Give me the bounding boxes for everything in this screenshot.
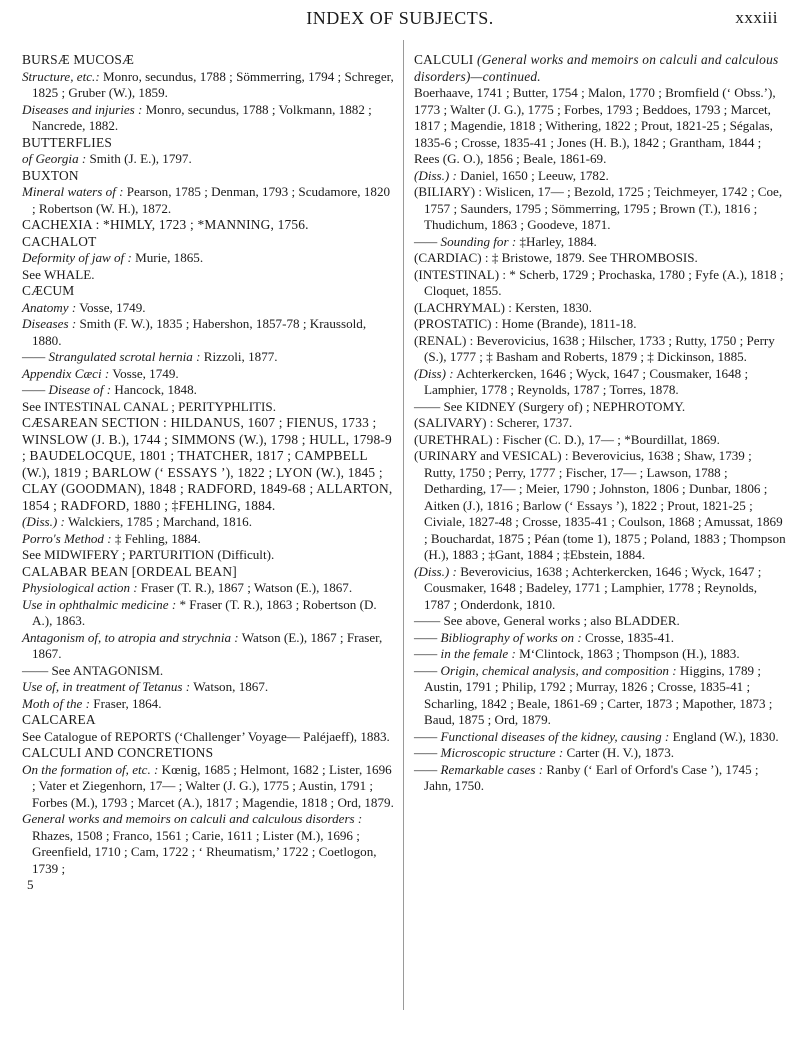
subentry-references: See MIDWIFERY ; PARTURITION (Difficult). [22, 547, 275, 562]
index-subentry [414, 333, 786, 366]
subentry-references: Carter (H. V.), 1873. [563, 745, 675, 760]
subentry-topic: —— Bibliography of works on : [414, 629, 582, 645]
subentry-references: Beverovicius, 1638 ; Achterkercken, 1646 ; Wyck, 1647 ; Cousmaker, 1648 ; Badeley, 1771 ; Lamphier, 1778 ; Reynolds, 1787 ; Onderdonk, 1810. [424, 563, 762, 612]
subentry-topic: —— Microscopic structure : [414, 745, 564, 760]
index-subentry [414, 250, 786, 267]
subentry-topic: General works and memoirs on calculi and calculous disorders : [22, 811, 363, 826]
index-subentry [22, 349, 396, 366]
subentry-references: Fraser, 1864. [90, 695, 162, 711]
index-subentry [22, 382, 396, 399]
index-subentry [414, 85, 786, 168]
index-heading [22, 283, 396, 300]
index-subentry [22, 514, 396, 531]
index-heading [22, 52, 396, 69]
index-subentry [22, 102, 396, 135]
subentry-topic: —— Strangulated scrotal hernia : [22, 349, 201, 364]
index-subentry [22, 679, 396, 696]
subentry-references: * Fraser (T. R.), 1863 ; Robertson (D. A.), 1863. [32, 596, 377, 628]
index-subentry [22, 399, 396, 416]
subentry-references: Higgins, 1789 ; Austin, 1791 ; Philip, 1792 ; Murray, 1826 ; Crosse, 1835-41 ; Scharling, 1842 ; Beale, 1861-69 ; Carter, 1873 ; Mapother, 1873 ; Baud, 1875 ; Ord, 1879. [424, 662, 773, 727]
right-column [414, 52, 786, 1037]
index-subentry [22, 366, 396, 383]
running-head [0, 4, 800, 34]
heading-text: BUXTON [22, 167, 79, 183]
subentry-references: Murie, 1865. [131, 250, 204, 265]
index-subentry [22, 184, 396, 217]
heading-text: CALCAREA [22, 712, 96, 727]
index-heading [22, 712, 396, 729]
subentry-references: Daniel, 1650 ; Leeuw, 1782. [456, 167, 609, 183]
subentry-references: ‡ Fehling, 1884. [111, 530, 201, 546]
subentry-references: Watson (E.), 1867 ; Fraser, 1867. [32, 629, 383, 661]
subentry-references: Monro, secundus, 1788 ; Sömmerring, 1794 ; Schreger, 1825 ; Gruber (W.), 1859. [32, 68, 394, 100]
subentry-references: —— See ANTAGONISM. [22, 662, 164, 678]
index-subentry [414, 745, 786, 762]
subentry-references: Smith (F. W.), 1835 ; Habershon, 1857-78 ; Kraussold, 1880. [32, 316, 367, 348]
subentry-references: —— See KIDNEY (Surgery of) ; NEPHROTOMY. [414, 398, 686, 414]
subentry-references: Kœnig, 1685 ; Helmont, 1682 ; Lister, 1696 ; Vater et Ziegenhorn, 17— ; Walter (J. G.), 1775 ; Austin, 1791 ; Forbes (M.), 1793 ; Marcet (A.), 1817 ; Magendie, 1818 ; Ord, 1879. [32, 761, 394, 810]
subentry-references: (URETHRAL) : Fischer (C. D.), 17— ; *Bourdillat, 1869. [414, 431, 720, 447]
subentry-topic: (Diss.) : [414, 167, 457, 183]
index-subentry [22, 300, 396, 317]
page-title: INDEX OF SUBJECTS. [306, 8, 494, 28]
subentry-topic: —— Remarkable cases : [414, 761, 544, 777]
index-subentry [414, 316, 786, 333]
heading-text: CALCULI AND CONCRETIONS [22, 745, 214, 760]
subentry-topic: (Diss) : [414, 365, 454, 381]
subentry-topic: Moth of the : [22, 695, 91, 711]
subentry-references: See Catalogue of REPORTS (‘Challenger’ Voyage— Paléjaeff), 1883. [22, 728, 390, 744]
subentry-references: (URINARY and VESICAL) : Beverovicius, 1638 ; Shaw, 1739 ; Rutty, 1750 ; Perry, 1777 ; Fischer, 17— ; Lawson, 1788 ; Detharding, 17— ; Meier, 1790 ; Johnston, 1806 ; Dunbar, 1806 ; Aitken (J.), 1816 ; Barlow (‘ Essays ’), 1822 ; Prout, 1821-25 ; Civiale, 1827-48 ; Crosse, 1835-41 ; Coulson, 1868 ; Amussat, 1869 ; Bouchardat, 1875 ; Péan (tome 1), 1875 ; Poland, 1883 ; Thompson (H.), 1883 ; ‡Gant, 1884 ; ‡Ebstein, 1884. [414, 448, 786, 562]
subentry-references: (LACHRYMAL) : Kersten, 1830. [414, 299, 592, 315]
subentry-references: Pearson, 1785 ; Denman, 1793 ; Scudamore, 1820 ; Robertson (W. H.), 1872. [32, 184, 391, 216]
subentry-topic: Mineral waters of : [22, 184, 124, 199]
heading-text: CÆSAREAN SECTION : HILDANUS, 1607 ; FIENUS, 1733 ; WINSLOW (J. B.), 1744 ; SIMMONS (W.), 1798 ; HULL, 1798-9 ; BAUDELOCQUE, 1801 ; THATCHER, 1817 ; CAMPBELL (W.), 1819 ; BARLOW (‘ ESSAYS ’), 1822 ; LYON (W.), 1845 ; CLAY (GOODMAN), 1848 ; RADFORD, 1849-68 ; ALLARTON, 1854 ; RADFORD, 1880 ; ‡FEHLING, 1884. [22, 415, 393, 513]
subentry-references: England (W.), 1830. [669, 728, 779, 744]
column-divider [403, 40, 404, 1010]
subentry-topic: Anatomy : [22, 299, 77, 315]
subentry-topic: —— Origin, chemical analysis, and composition : [414, 662, 677, 678]
subentry-references: Boerhaave, 1741 ; Butter, 1754 ; Malon, 1770 ; Bromfield (‘ Obss.’), 1773 ; Walter (J. G.), 1775 ; Forbes, 1793 ; Beddoes, 1793 ; Marcet, 1817 ; Magendie, 1818 ; Withering, 1822 ; Prout, 1821-25 ; Ségalas, 1835-6 ; Crosse, 1835-41 ; Jones (H. B.), 1842 ; Grantham, 1844 ; Rees (G. O.), 1856 ; Beale, 1861-69. [414, 85, 776, 166]
index-heading [22, 745, 396, 762]
subentry-references: ‡Harley, 1884. [516, 233, 597, 249]
index-subentry [22, 151, 396, 168]
index-subentry [414, 415, 786, 432]
index-subentry [414, 564, 786, 614]
index-subentry [22, 630, 396, 663]
subentry-references: Achterkercken, 1646 ; Wyck, 1647 ; Cousmaker, 1648 ; Lamphier, 1778 ; Reynolds, 1787 ; Torres, 1878. [424, 365, 749, 397]
subentry-topic: Structure, etc.: [22, 68, 100, 84]
subentry-topic: Diseases : [22, 316, 77, 331]
index-heading [22, 135, 396, 152]
index-subentry [22, 811, 396, 877]
index-subentry [414, 613, 786, 630]
subentry-references: Rizzoli, 1877. [200, 349, 278, 364]
subentry-references: Watson, 1867. [190, 679, 269, 694]
left-column [22, 52, 396, 1037]
index-subentry [22, 696, 396, 713]
subentry-references: Hancock, 1848. [111, 382, 197, 397]
subentry-topic: Deformity of jaw of : [22, 250, 132, 265]
index-subentry [22, 531, 396, 548]
subentry-topic: (Diss.) : [414, 563, 457, 579]
subentry-topic: On the formation of, etc. : [22, 761, 159, 777]
index-subentry [22, 580, 396, 597]
subentry-references: (INTESTINAL) : * Scherb, 1729 ; Prochaska, 1780 ; Fyfe (A.), 1818 ; Cloquet, 1855. [414, 266, 784, 298]
subentry-topic: —— in the female : [414, 646, 516, 661]
subentry-references: M‘Clintock, 1863 ; Thompson (H.), 1883. [515, 646, 740, 661]
subentry-topic: Use of, in treatment of Tetanus : [22, 679, 191, 694]
subentry-topic: Physiological action : [22, 580, 138, 595]
index-subentry [414, 168, 786, 185]
subentry-references: See INTESTINAL CANAL ; PERITYPHLITIS. [22, 398, 276, 414]
subentry-topic: —— Functional diseases of the kidney, causing : [414, 728, 670, 744]
index-subentry [414, 762, 786, 795]
subentry-references: (PROSTATIC) : Home (Brande), 1811-18. [414, 316, 637, 331]
index-subentry [414, 646, 786, 663]
index-heading [22, 564, 396, 581]
index-subentry [22, 250, 396, 267]
subentry-topic: Diseases and injuries : [22, 101, 143, 117]
heading-text: BURSÆ MUCOSÆ [22, 52, 135, 67]
subentry-references: —— See above, General works ; also BLADDER. [414, 613, 680, 628]
index-subentry [22, 729, 396, 746]
subentry-topic: Appendix Cæci : [22, 365, 110, 381]
index-heading [22, 234, 396, 251]
subentry-references: Walckiers, 1785 ; Marchand, 1816. [64, 514, 252, 529]
index-subentry [414, 432, 786, 449]
subentry-topic: —— Disease of : [22, 382, 112, 397]
signature-mark: 5 [27, 877, 34, 892]
heading-text: CALCULI [414, 52, 474, 67]
index-subentry [414, 729, 786, 746]
subentry-topic: (Diss.) : [22, 514, 65, 529]
subentry-references: Vosse, 1749. [76, 299, 146, 315]
index-subentry [414, 366, 786, 399]
index-subentry [414, 234, 786, 251]
index-subentry [22, 547, 396, 564]
index-subentry [22, 597, 396, 630]
subentry-references: Ranby (‘ Earl of Orford's Case ’), 1745 ; Jahn, 1750. [424, 761, 759, 793]
subentry-references: Smith (J. E.), 1797. [86, 151, 192, 166]
heading-text: CACHALOT [22, 233, 97, 249]
subentry-references: (SALIVARY) : Scherer, 1737. [414, 415, 573, 430]
index-heading [22, 168, 396, 185]
index-subentry [414, 630, 786, 647]
heading-text: BUTTERFLIES [22, 134, 112, 150]
subentry-references: Rhazes, 1508 ; Franco, 1561 ; Carie, 1611 ; Lister (M.), 1696 ; Greenfield, 1710 ; Cam, 1722 ; ‘ Rheumatism,’ 1722 ; Coetlogon, 1739 ; [32, 827, 377, 876]
subentry-topic: Porro's Method : [22, 530, 112, 546]
index-subentry [22, 316, 396, 349]
index-subentry [22, 69, 396, 102]
index-heading [22, 415, 396, 514]
index-heading [414, 52, 786, 85]
heading-subtitle: (General works and memoirs on calculi and calculous disorders)—continued. [414, 52, 779, 84]
index-subentry [414, 448, 786, 564]
subentry-references: (RENAL) : Beverovicius, 1638 ; Hilscher, 1733 ; Rutty, 1750 ; Perry (S.), 1777 ; ‡ Basham and Roberts, 1879 ; ‡ Dickinson, 1885. [414, 332, 775, 364]
index-subentry [414, 663, 786, 729]
subentry-topic: Antagonism of, to atropia and strychnia : [22, 629, 239, 645]
subentry-topic: Use in ophthalmic medicine : [22, 596, 177, 612]
subentry-references: Vosse, 1749. [109, 365, 179, 381]
subentry-references: Crosse, 1835-41. [581, 629, 675, 645]
index-heading [22, 217, 396, 234]
index-subentry [414, 399, 786, 416]
index-subentry [22, 267, 396, 284]
subentry-topic: —— Sounding for : [414, 233, 517, 249]
heading-text: CACHEXIA : *HIMLY, 1723 ; *MANNING, 1756. [22, 217, 309, 232]
index-subentry [22, 663, 396, 680]
index-subentry [414, 267, 786, 300]
subentry-references: Fraser (T. R.), 1867 ; Watson (E.), 1867. [137, 580, 353, 595]
subentry-references: Monro, secundus, 1788 ; Volkmann, 1882 ; Nancrede, 1882. [32, 101, 372, 133]
subentry-topic: of Georgia : [22, 151, 87, 166]
index-subentry [414, 300, 786, 317]
subentry-references: (BILIARY) : Wislicen, 17— ; Bezold, 1725 ; Teichmeyer, 1742 ; Coe, 1757 ; Saunders, 1795 ; Sömmerring, 1795 ; Brown (T.), 1816 ; Thudichum, 1863 ; Goodeve, 1871. [414, 184, 783, 232]
page-number: xxxiii [735, 8, 778, 27]
heading-text: CALABAR BEAN [ORDEAL BEAN] [22, 563, 237, 579]
index-subentry [22, 762, 396, 812]
subentry-references: See WHALE. [22, 266, 95, 282]
index-subentry [414, 184, 786, 234]
heading-text: CÆCUM [22, 283, 75, 298]
subentry-references: (CARDIAC) : ‡ Bristowe, 1879. See THROMBOSIS. [414, 250, 698, 265]
